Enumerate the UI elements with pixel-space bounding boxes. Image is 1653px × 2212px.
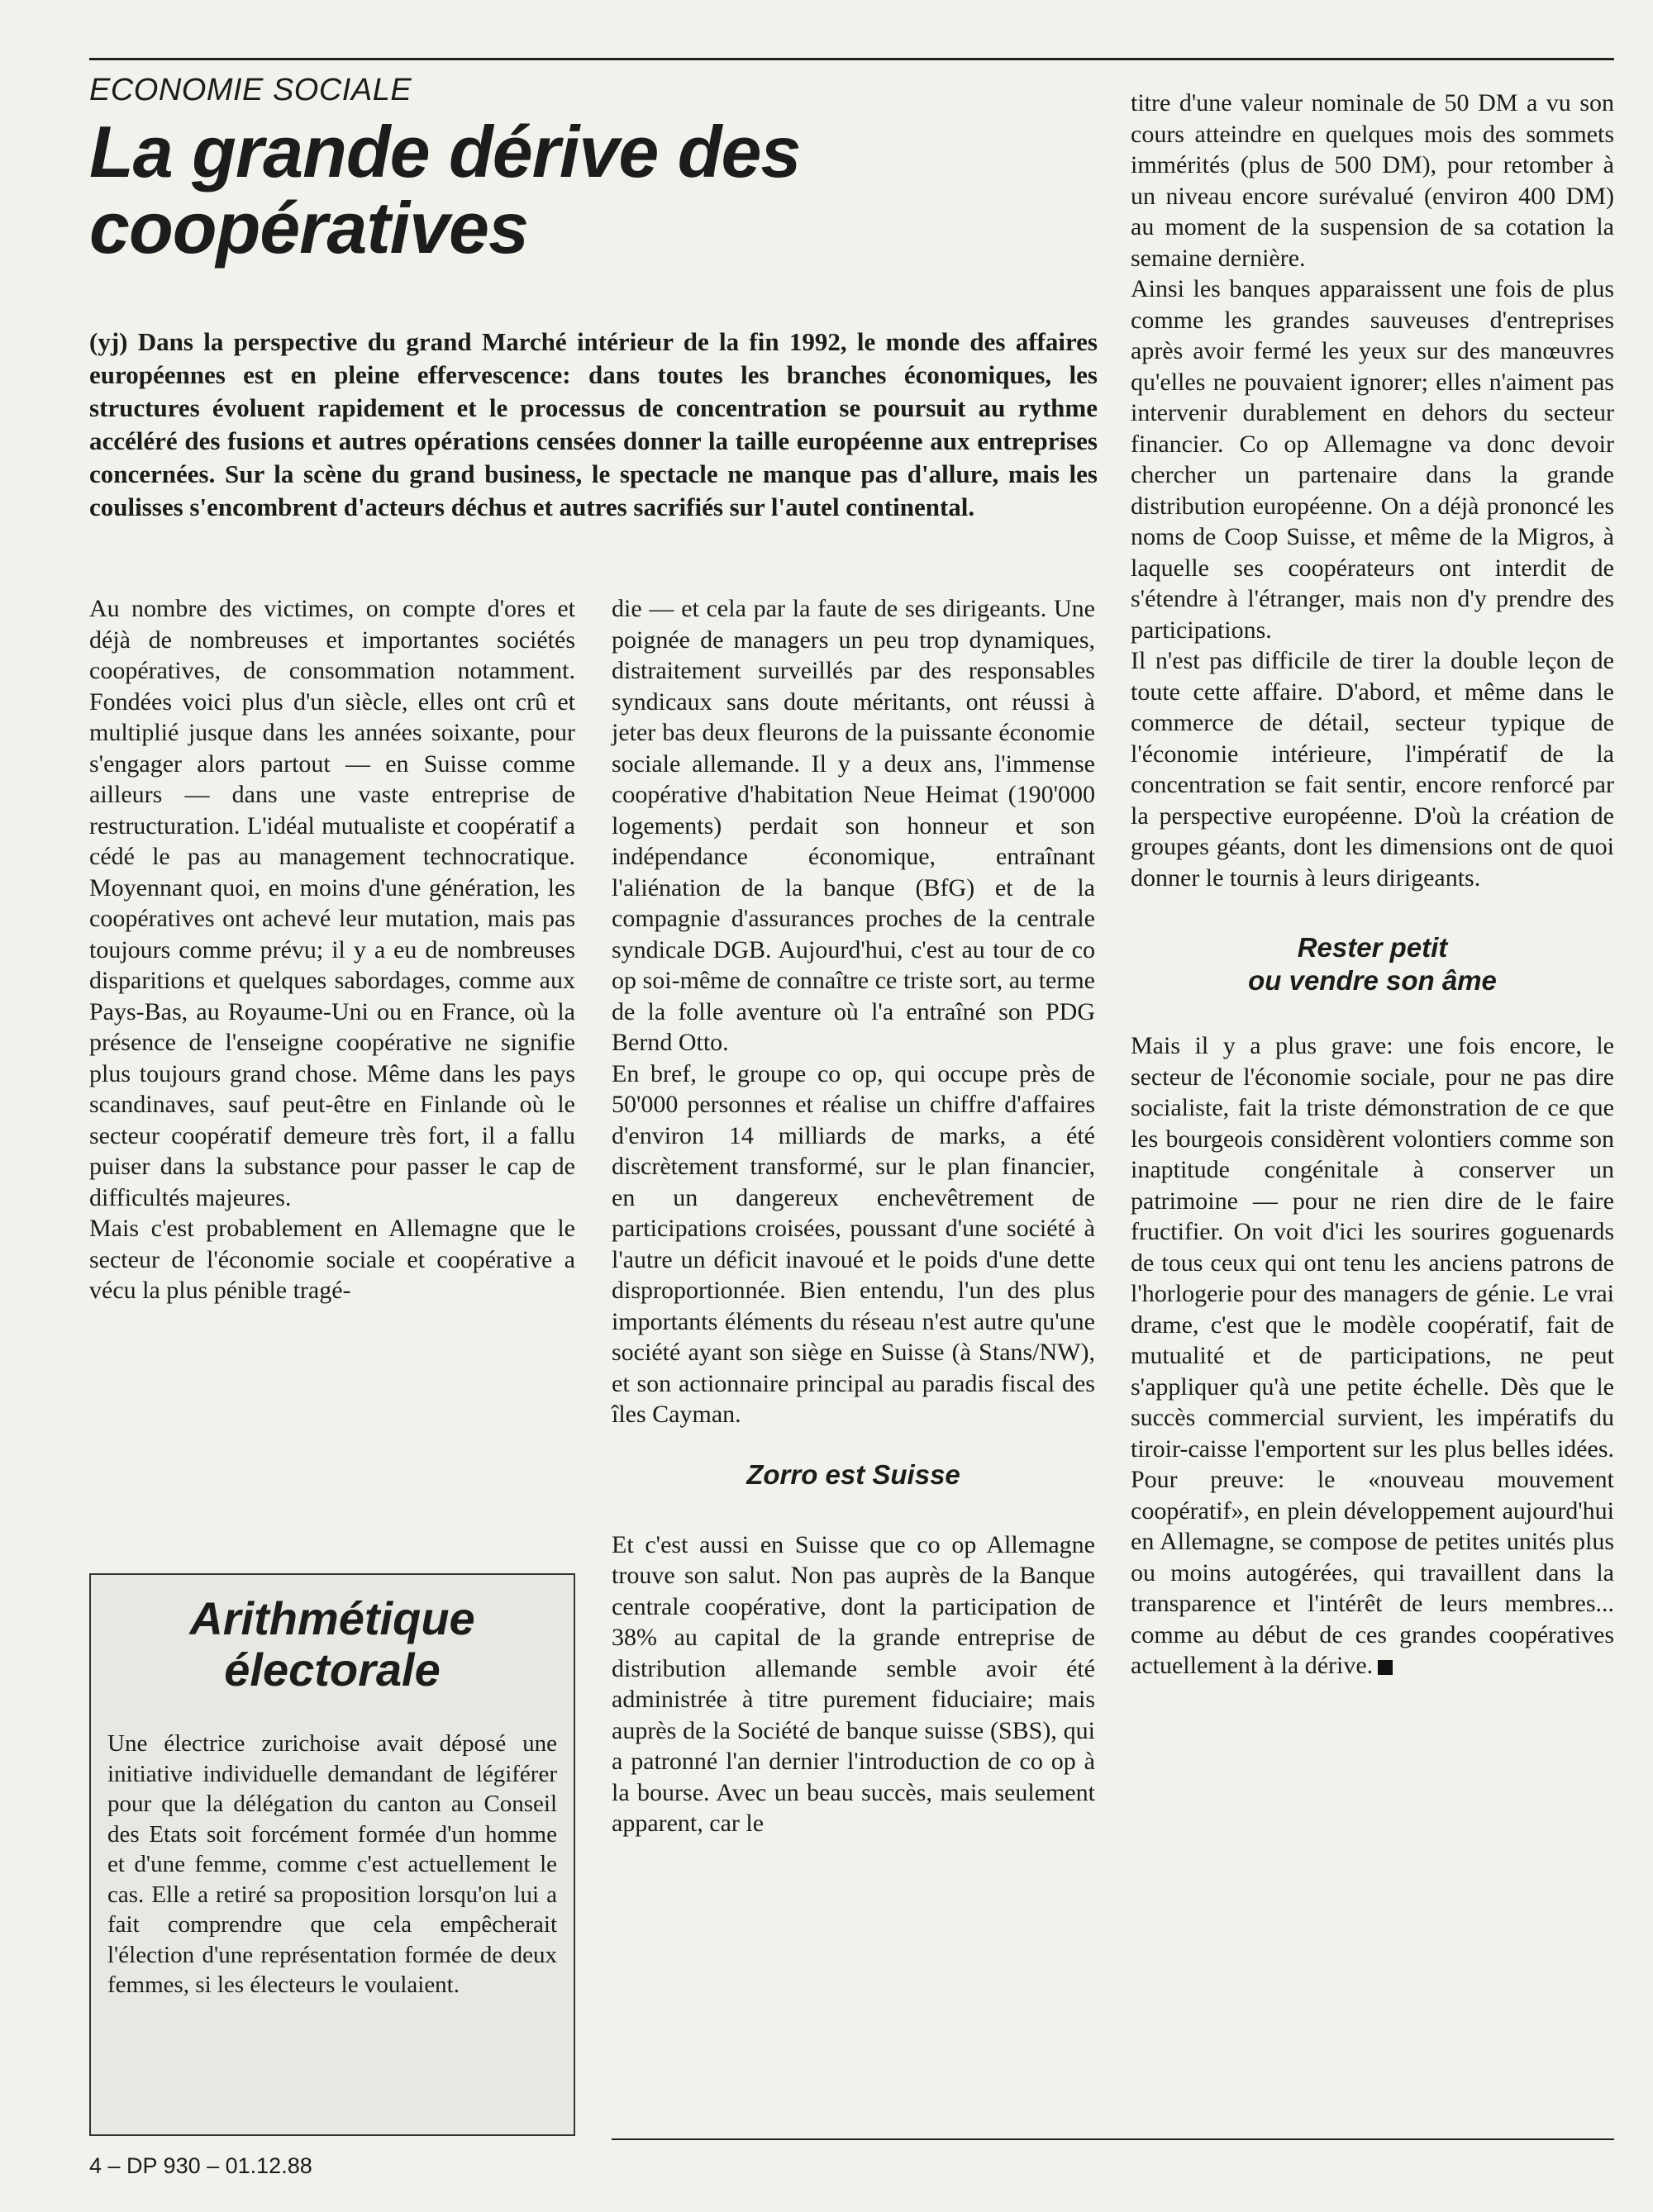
paragraph: titre d'une valeur nominale de 50 DM a vu son cours atteindre en quelques mois des sommets immérités (plus de 500 DM), pour retomber à un niveau encore surévalué (environ 400 DM) au moment de la suspension de sa cotation la semaine dernière. <box>1131 89 1614 272</box>
end-mark-icon <box>1378 1660 1393 1675</box>
subhead-line: Rester petit <box>1297 932 1448 963</box>
paragraph: Il n'est pas difficile de tirer la double leçon de toute cette affaire. D'abord, et même dans le commerce de détail, secteur typique de l'économie intérieure, l'impératif de la concentration se fait sentir, encore renforcé par la perspective européenne. D'où la création de groupes géants, dont les dimensions ont de quoi donner le tournis à leurs dirigeants. <box>1131 647 1614 892</box>
page-footer: 4 – DP 930 – 01.12.88 <box>89 2153 312 2178</box>
sidebar-title <box>91 1593 574 1696</box>
paragraph: die — et cela par la faute de ses dirigeants. Une poignée de managers un peu trop dynamiques, distraitement surveillés par des responsables syndicaux sans doute méritants, ont réussi à jeter bas deux fleurons de la puissante économie sociale allemande. Il y a deux ans, l'immense coopérative d'habitation Neue Heimat (190'000 logements) perdait son honneur et son indépendance économique, entraînant l'aliénation de la banque (BfG) et de la compagnie d'assurances proches de la centrale syndicale DGB. Aujourd'hui, c'est au tour de co op soi-même de connaître ce triste sort, au terme de la folle aventure où l'a entraîné son PDG Bernd Otto. <box>612 595 1095 1056</box>
column-1 <box>89 593 575 1306</box>
subhead-zorro: Zorro est Suisse <box>746 1458 960 1490</box>
column-2 <box>612 593 1095 1839</box>
headline: La grande dérive des coopératives <box>89 111 801 269</box>
sidebar-title-line2: électorale <box>224 1644 441 1696</box>
rubric: ECONOMIE SOCIALE <box>89 73 412 107</box>
lead-paragraph: (yj) Dans la perspective du grand Marché intérieur de la fin 1992, le monde des affaires européennes est en pleine effervescence: dans toutes les branches économiques, les structures évoluent rapidement et le processus de concentration se poursuit au rythme accéléré des fusions et autres opérations censées donner la taille européenne aux entreprises concernées. Sur la scène du grand business, le spectacle ne manque pas d'allure, mais les coulisses s'encombrent d'acteurs déchus et autres sacrifiés sur l'autel continental. <box>89 327 1098 521</box>
paragraph: En bref, le groupe co op, qui occupe près de 50'000 personnes et réalise un chiffre d'affaires d'environ 14 milliards de marks, a été discrètement transformé, sur le plan financier, en un dangereux enchevêtrement de participations croisées, poussant d'une société à l'autre un déficit inavoué et le poids d'une dette disproportionnée. Bien entendu, l'un des plus importants éléments du réseau n'est autre qu'une société ayant son siège en Suisse (à Stans/NW), et son actionnaire principal au paradis fiscal des îles Cayman. <box>612 1059 1095 1428</box>
sidebar-title-line1: Arithmétique <box>189 1592 475 1644</box>
sidebar-box <box>89 1573 575 2136</box>
subhead-rester-petit <box>1131 931 1614 997</box>
paragraph-text: Mais il y a plus grave: une fois encore, le secteur de l'économie sociale, pour ne pas dire socialiste, fait la triste démonstration de ce que les bourgeois considèrent volontiers comme son inaptitude congénitale à conserver un patrimoine — pour ne rien dire de le faire fructifier. On voit d'ici les sourires goguenards de tous ceux qui ont tenu les anciens patrons de l'horlogerie pour des managers de génie. Le vrai drame, c'est que le modèle coopératif, fait de mutualité et de participations, ne peut s'appliquer qu'à une petite échelle. Dès que le succès commercial survient, les impératifs du tiroir-caisse l'emportent sur les plus belles idées. Pour preuve: le «nouveau mouvement coopératif», en plein développement aujourd'hui en Allemagne, se compose de petites unités plus ou moins autogérées, qui travaillent dans la transparence et l'intérêt de leurs membres... comme au début de ces grandes coopératives actuellement à la dérive. <box>1131 1032 1614 1679</box>
bottom-rule <box>612 2138 1614 2140</box>
subhead-line: ou vendre son âme <box>1248 965 1497 996</box>
paragraph <box>1131 1030 1614 1682</box>
paragraph: Et c'est aussi en Suisse que co op Allemagne trouve son salut. Non pas auprès de la Banque centrale coopérative, dont la participation de 38% au capital de la grande entreprise de distribution allemande semble avoir été administrée à titre purement fiduciaire; mais auprès de la Société de banque suisse (SBS), qui a patronné l'an dernier l'introduction de co op à la bourse. Avec un beau succès, mais seulement apparent, car le <box>612 1530 1095 1837</box>
paragraph: Au nombre des victimes, on compte d'ores et déjà de nombreuses et importantes sociétés coopératives, de consommation notamment. Fondées voici plus d'un siècle, elles ont crû et multiplié jusque dans les années soixante, pour s'engager alors partout — en Suisse comme ailleurs — dans une vaste entreprise de restructuration. L'idéal mutualiste et coopératif a cédé le pas au management technocratique. Moyennant quoi, en moins d'une génération, les coopératives ont achevé leur mutation, mais pas toujours comme prévu; il y a eu de nombreuses disparitions et quelques sabordages, comme aux Pays-Bas, au Royaume-Uni ou en France, où la présence de l'enseigne coopérative ne signifie plus toujours grand chose. Même dans les pays scandinaves, sauf peut-être en Finlande où le secteur coopératif demeure très fort, il a fallu puiser dans la substance pour passer le cap de difficultés majeures. <box>89 595 575 1211</box>
sidebar-body: Une électrice zurichoise avait déposé une initiative individuelle demandant de légiférer pour que la délégation du canton au Conseil des Etats soit forcément formée d'un homme et d'une femme, comme c'est actuellement le cas. Elle a retiré sa proposition lorsqu'on lui a fait comprendre que cela empêcherait l'élection d'une représentation formée de deux femmes, si les électeurs le voulaient. <box>107 1730 557 1998</box>
top-rule <box>89 58 1614 60</box>
column-3 <box>1131 88 1614 1682</box>
paragraph: Mais c'est probablement en Allemagne que le secteur de l'économie sociale et coopérative a vécu la plus pénible tragé- <box>89 1215 575 1304</box>
paragraph: Ainsi les banques apparaissent une fois de plus comme les grandes sauveuses d'entreprises après avoir fermé les yeux sur des manœuvres qu'elles ne pouvaient ignorer; elles n'aiment pas intervenir durablement en dehors du secteur financier. Co op Allemagne va donc devoir chercher un partenaire dans la grande distribution européenne. On a déjà prononcé les noms de Coop Suisse, et même de la Migros, à laquelle ses coopérateurs ont interdit de s'étendre à l'étranger, mais non d'y prendre des participations. <box>1131 275 1614 644</box>
